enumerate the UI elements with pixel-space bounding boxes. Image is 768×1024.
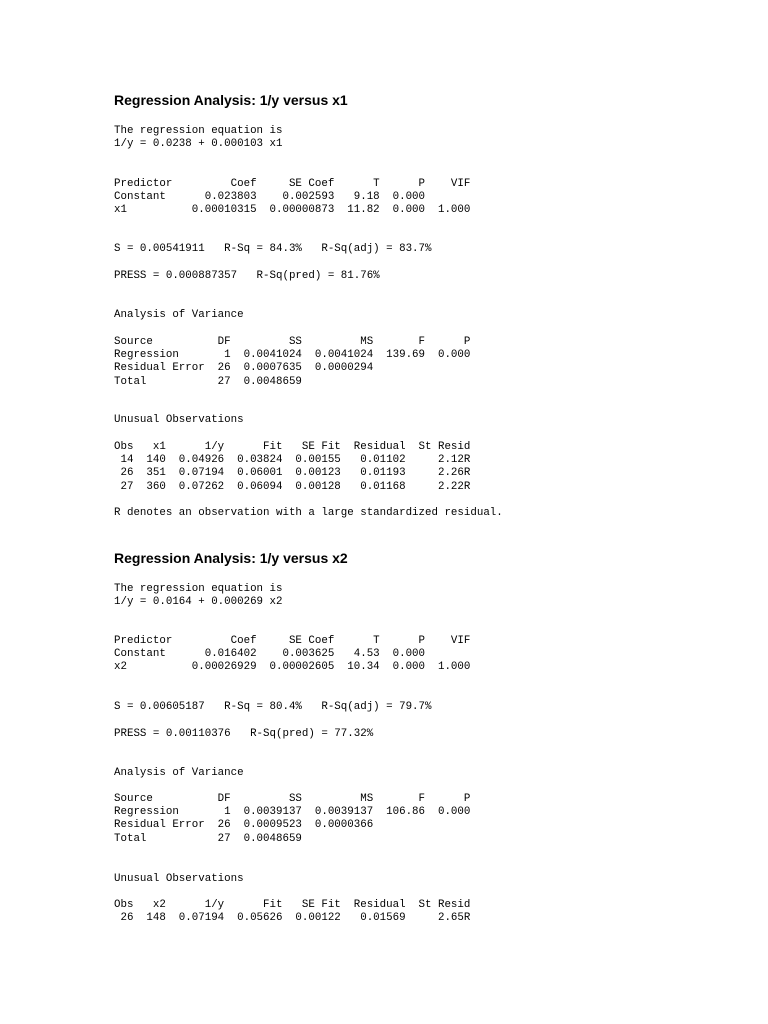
section-2-unusual-table: Obs x2 1/y Fit SE Fit Residual St Resid 26 148 0.07194 0.05626 0.00122 0.01569 2.65R (114, 899, 471, 925)
section-2-equation: The regression equation is 1/y = 0.0164 + 0.000269 x2 (114, 583, 283, 609)
section-2-anova-table: Source DF SS MS F P Regression 1 0.0039137 0.0039137 106.86 0.000 Residual Error 26 0.0009523 0.0000366 Total 27 0.0048659 (114, 793, 471, 845)
section-1-unusual-table: Obs x1 1/y Fit SE Fit Residual St Resid 14 140 0.04926 0.03824 0.00155 0.01102 2.12R 26 351 0.07194 0.06001 0.00123 0.01193 2.26R 27 360 0.07262 0.06094 0.00128 0.01168 2.22R (114, 441, 471, 493)
section-1-equation: The regression equation is 1/y = 0.0238 + 0.000103 x1 (114, 125, 283, 151)
section-2-unusual-title: Unusual Observations (114, 873, 244, 885)
section-2-predictor-table: Predictor Coef SE Coef T P VIF Constant 0.016402 0.003625 4.53 0.000 x2 0.00026929 0.00002605 10.34 0.000 1.000 (114, 635, 471, 674)
section-2-press: PRESS = 0.00110376 R-Sq(pred) = 77.32% (114, 728, 374, 740)
section-1-anova-title: Analysis of Variance (114, 309, 244, 321)
section-2-anova-title: Analysis of Variance (114, 767, 244, 779)
section-2-heading: Regression Analysis: 1/y versus x2 (114, 550, 348, 566)
section-1-anova-table: Source DF SS MS F P Regression 1 0.0041024 0.0041024 139.69 0.000 Residual Error 26 0.0007635 0.0000294 Total 27 0.0048659 (114, 336, 471, 388)
section-1-unusual-title: Unusual Observations (114, 414, 244, 426)
section-1-note: R denotes an observation with a large standardized residual. (114, 507, 503, 519)
section-1-press: PRESS = 0.000887357 R-Sq(pred) = 81.76% (114, 270, 380, 282)
section-2-fit-stats: S = 0.00605187 R-Sq = 80.4% R-Sq(adj) = 79.7% (114, 701, 432, 713)
section-1-heading: Regression Analysis: 1/y versus x1 (114, 92, 348, 108)
section-1-predictor-table: Predictor Coef SE Coef T P VIF Constant 0.023803 0.002593 9.18 0.000 x1 0.00010315 0.00000873 11.82 0.000 1.000 (114, 178, 471, 217)
section-1-fit-stats: S = 0.00541911 R-Sq = 84.3% R-Sq(adj) = 83.7% (114, 243, 432, 255)
